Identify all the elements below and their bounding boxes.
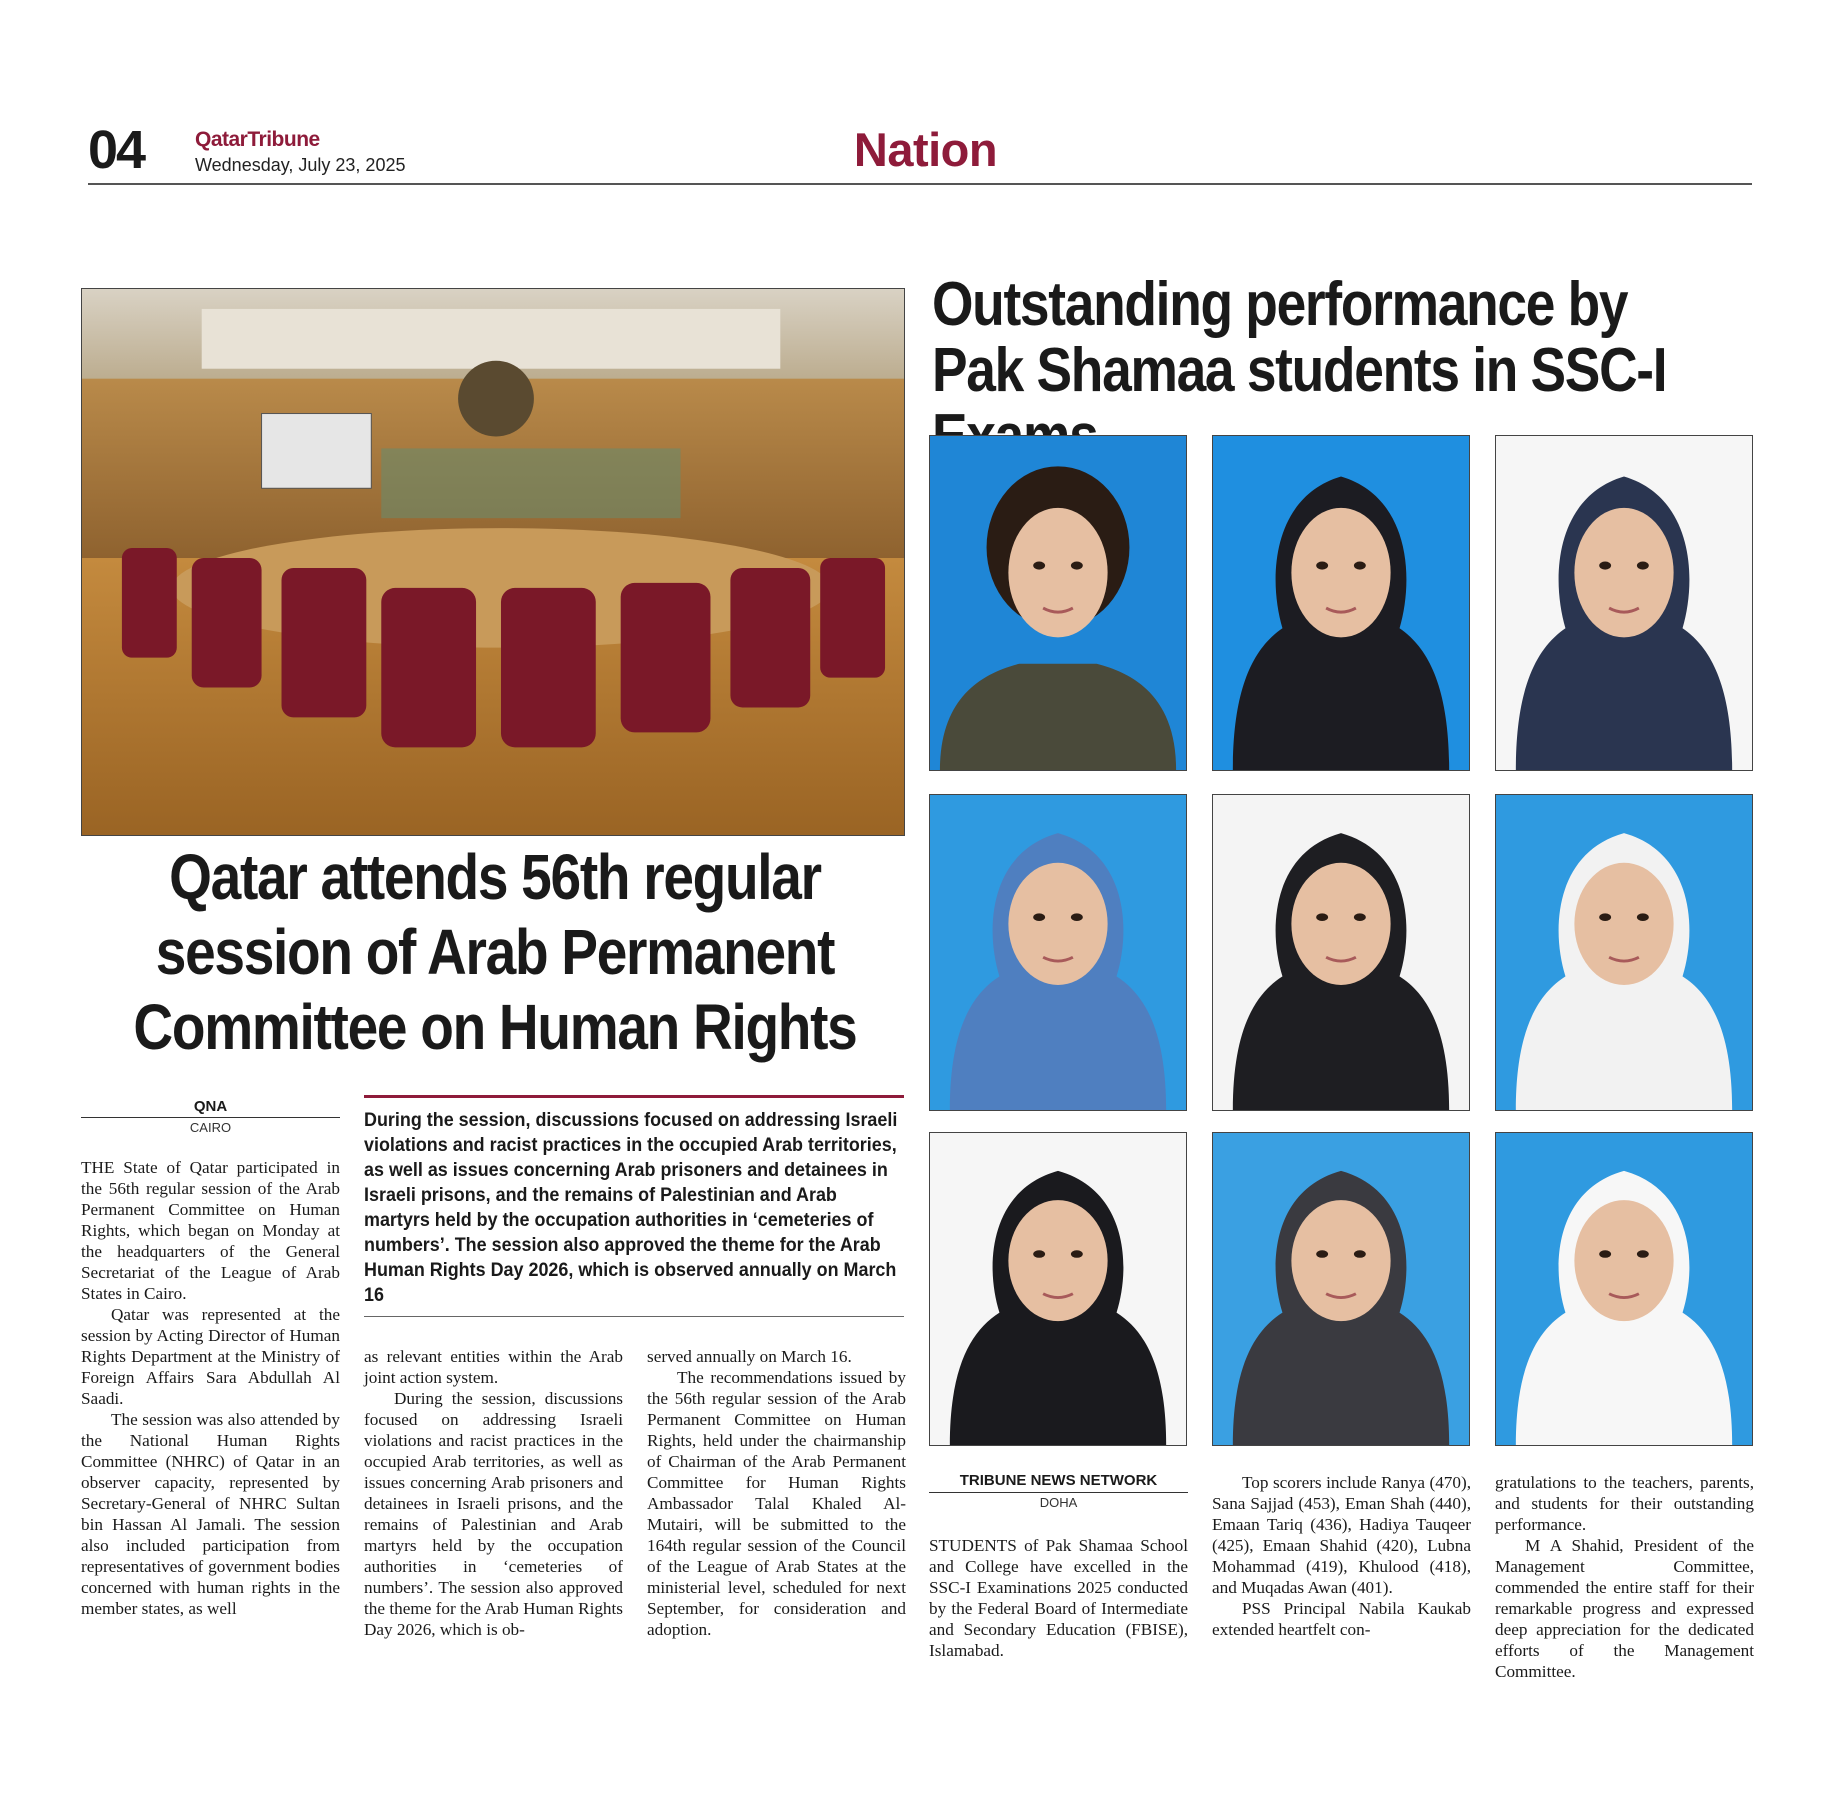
student-portrait: [929, 1132, 1187, 1446]
student-portrait: [929, 794, 1187, 1111]
student-portrait: [1495, 435, 1753, 771]
paragraph: Top scorers include Ranya (470), Sana Sajjad (453), Eman Shah (440), Emaan Tariq (436), Hadiya Tauqeer (425), Emaan Shahid (420), Lubna Mohammad (419), Khulood (418), and Muqadas Awan (401).: [1212, 1473, 1471, 1597]
paragraph: The session was also attended by the National Human Rights Committee (NHRC) of Qatar in an observer capacity, represented by Secretary-General of NHRC Sultan bin Hassan Al Jamali. The session also included participation from representatives of government bodies concerned with human rights in the member states, as well: [81, 1410, 340, 1618]
pullquote-top-rule: [364, 1095, 904, 1098]
page-number: 04: [88, 120, 145, 180]
student-portrait: [1212, 1132, 1470, 1446]
student-portrait: [1212, 435, 1470, 771]
paragraph: THE State of Qatar participated in the 56th regular session of the Arab Permanent Committee on Human Rights, which began on Monday at the headquarters of the General Secretariat of the League of Arab States in Cairo.: [81, 1158, 340, 1303]
byline-tribune: TRIBUNE NEWS NETWORK: [959, 1472, 1158, 1489]
student-portrait: [1495, 794, 1753, 1111]
student-portrait: [1212, 794, 1470, 1111]
section-title: Nation: [853, 123, 998, 176]
headline-pak-shamaa: Outstanding performance by Pak Shamaa students in SSC-I: [932, 270, 1667, 405]
pullquote: During the session, discussions focused on addressing Israeli violations and racist practices in the occupied Arab territories, as well as issues concerning Arab prisoners and detainees in Israeli prisons, and the remains of Palestinian and Arab martyrs held by the occupation authorities in ‘cemeteries of numbers’. The session also approved the theme for the Arab Human Rights Day 2026, which is observed annually on March 16: [364, 1109, 898, 1306]
paragraph: gratulations to the teachers, parents, and students for their outstanding performance.: [1495, 1473, 1754, 1534]
masthead-brand: QatarTribune: [195, 128, 320, 151]
student-portrait: [1495, 1132, 1753, 1446]
issue-date: Wednesday, July 23, 2025: [195, 155, 406, 175]
paragraph: served annually on March 16.: [647, 1347, 852, 1366]
byline-qna: QNA: [193, 1098, 228, 1115]
paragraph: PSS Principal Nabila Kaukab extended heartfelt con-: [1212, 1599, 1471, 1639]
byline-divider: [81, 1117, 340, 1118]
paragraph: Qatar was represented at the session by Acting Director of Human Rights Department at the Ministry of Foreign Affairs Sara Abdullah Al Saadi.: [81, 1305, 340, 1408]
header-divider: [88, 183, 1752, 185]
paragraph: M A Shahid, President of the Management Committee, commended the entire staff for their remarkable progress and expressed deep appreciation for the dedicated efforts of the Management Committee.: [1495, 1536, 1754, 1681]
dateline-cairo: CAIRO: [189, 1120, 232, 1135]
meeting-photo: [81, 288, 905, 836]
article-column-6: [1495, 1472, 1754, 1682]
paragraph: as relevant entities within the Arab joint action system.: [364, 1347, 623, 1387]
dateline-doha: DOHA: [1039, 1495, 1078, 1510]
byline-divider: [929, 1492, 1188, 1493]
paragraph: During the session, discussions focused on addressing Israeli violations and racist practices in the occupied Arab territories, as well as issues concerning Arab prisoners and detainees in Israeli prisons, and the remains of Palestinian and Arab martyrs held by the occupation authorities in ‘cemeteries of numbers’. The session also approved the theme for the Arab Human Rights Day 2026, which is ob-: [364, 1389, 623, 1639]
article-column-2: [364, 1346, 623, 1640]
paragraph: The recommendations issued by the 56th regular session of the Arab Permanent Committee on Human Rights, held under the chairmanship of Chairman of the Arab Permanent Committee for Human Rights Ambassador Talal Khaled Al-Mutairi, will be submitted to the 164th regular session of the Council of the League of Arab States at the ministerial level, scheduled for next September, for consideration and adoption.: [647, 1368, 906, 1639]
article-column-1: [81, 1157, 340, 1619]
student-portrait: [929, 435, 1187, 771]
pullquote-bottom-rule: [364, 1316, 904, 1317]
article-column-3: [647, 1346, 906, 1640]
paragraph: STUDENTS of Pak Shamaa School and College have excelled in the SSC-I Examinations 2025 conducted by the Federal Board of Intermediate and Secondary Education (FBISE), Islamabad.: [929, 1536, 1188, 1660]
article-column-5: [1212, 1472, 1471, 1640]
headline-qatar-session: Qatar attends 56th regular session of Arab Permanent Committee on Human Rights: [133, 841, 857, 1063]
article-column-4: [929, 1535, 1188, 1661]
